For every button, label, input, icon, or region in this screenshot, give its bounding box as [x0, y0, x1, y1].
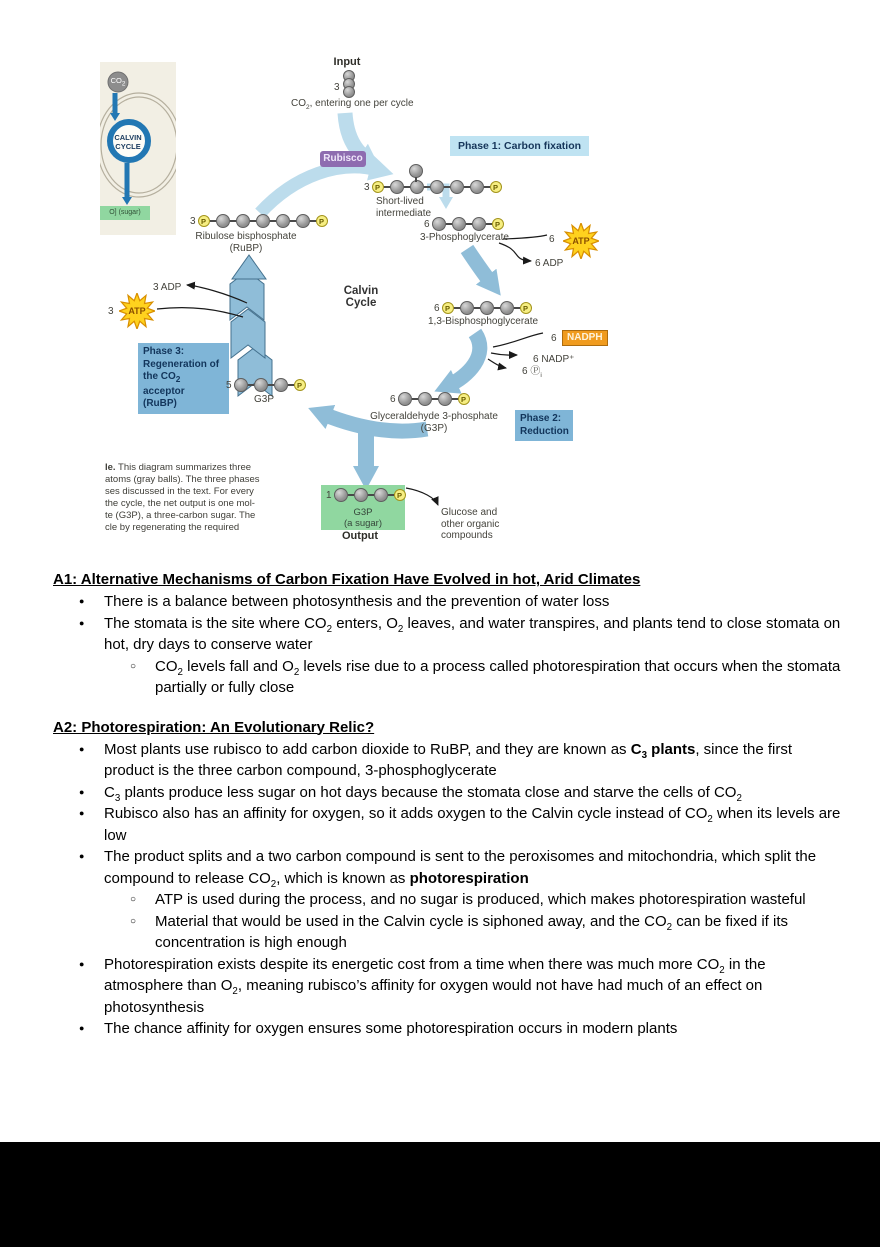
carbon-ball	[276, 214, 290, 228]
pi-label: 6 $Ⓟ_i$	[522, 366, 542, 379]
input-count: 3	[334, 82, 340, 93]
bond	[446, 223, 452, 225]
molecule-count: 6	[424, 218, 430, 230]
carbon-ball	[354, 488, 368, 502]
carbon-ball	[409, 164, 423, 178]
list-item-text: The stomata is the site where $CO_2$ enters, $O_2$ leaves, and water transpires, and plants tend to close stomata on hot, dry days to conserve water	[104, 614, 841, 653]
bond	[384, 186, 390, 188]
carbon-ball	[500, 301, 514, 315]
carbon-ball	[216, 214, 230, 228]
bond	[444, 186, 450, 188]
bond	[388, 494, 394, 496]
calvin-cycle-label: Calvin Cycle	[343, 285, 379, 309]
list-item	[53, 656, 845, 699]
bond	[415, 177, 417, 182]
pg3-label: 3-Phosphoglycerate	[420, 232, 509, 243]
bpg-label: 1,3-Bisphosphoglycerate	[428, 316, 539, 327]
bullet-marker: ●	[79, 1023, 85, 1033]
notes-body	[53, 569, 845, 1040]
carbon-ball	[254, 378, 268, 392]
bond	[290, 220, 296, 222]
atp3-count: 3	[108, 306, 114, 317]
rubisco-enzyme-box: Rubisco	[320, 151, 366, 167]
phosphate-ball: P	[394, 489, 406, 501]
carbon-ball	[274, 378, 288, 392]
list-item-text: Rubisco also has an affinity for oxygen, so it adds oxygen to the Calvin cycle instead of $CO_2$ when its levels are low	[104, 805, 841, 844]
g3p-left-label: G3P	[254, 394, 275, 405]
phosphate-ball: P	[372, 181, 384, 193]
molecule-count: 3	[364, 181, 370, 193]
carbon-ball	[430, 180, 444, 194]
output-label: Output	[342, 530, 379, 542]
bottom-black-bar	[0, 1142, 880, 1247]
phosphate-ball: P	[316, 215, 328, 227]
molecule-g3p-output	[326, 488, 406, 502]
bond	[310, 220, 316, 222]
molecule-count: 6	[390, 393, 396, 405]
list-item-text: Photorespiration exists despite its energetic cost from a time when there was much more $CO_2$ in the atmosphere than $O_2$, meaning rubisco’s affinity for oxygen would not have had much of an effect on photosynthesis	[104, 955, 766, 1016]
phosphate-ball: P	[520, 302, 532, 314]
list-item	[53, 911, 845, 954]
nadph-count: 6	[551, 333, 557, 344]
bond	[230, 220, 236, 222]
phosphate-ball: P	[490, 181, 502, 193]
adp3-label: 3 ADP	[153, 282, 182, 293]
atp-label: ATP	[128, 306, 146, 316]
bond	[494, 307, 500, 309]
atp-label: ATP	[572, 236, 590, 246]
molecule-3-phosphoglycerate	[424, 217, 504, 231]
short-lived-label: Short-lived intermediate	[376, 196, 432, 219]
molecule-count: 5	[226, 379, 232, 391]
bond	[514, 307, 520, 309]
bond	[270, 220, 276, 222]
bond	[250, 220, 256, 222]
bond	[348, 494, 354, 496]
list-item	[53, 782, 845, 804]
carbon-ball	[236, 214, 250, 228]
inset-calvin-cycle-label: CALVIN CYCLE	[114, 133, 142, 151]
list-item-text: ATP is used during the process, and no sugar is produced, which makes photorespiration wasteful	[155, 891, 806, 908]
bond	[454, 307, 460, 309]
output-g3p-box: G3P (a sugar)	[321, 485, 405, 530]
figure-caption: le. This diagram summarizes three atoms (gray balls). The three phases ses discussed in the text. For every the cycle, the net output is one mol- te (G3P), a three-carbon sugar. The cle by regenerating the required	[105, 462, 260, 533]
carbon-ball	[374, 488, 388, 502]
bullet-marker: ○	[130, 660, 137, 672]
photosynthesis-overview-inset	[100, 62, 176, 235]
carbon-ball	[480, 301, 494, 315]
phase2-box: Phase 2: Reduction	[515, 410, 573, 441]
molecule-count: 3	[190, 215, 196, 227]
list-item	[53, 846, 845, 889]
carbon-ball	[398, 392, 412, 406]
rubp-label: Ribulose bisphosphate (RuBP)	[195, 231, 297, 254]
phosphate-ball: P	[294, 379, 306, 391]
inset-co2-label: $CO_2$	[110, 76, 126, 88]
bullet-marker: ●	[79, 958, 85, 969]
carbon-ball	[343, 86, 355, 98]
bullet-marker: ●	[79, 851, 85, 861]
inset-sugar-label: O] (sugar)	[100, 206, 150, 220]
adp6-label: 6 ADP	[535, 258, 564, 269]
list-item-text: The product splits and a two carbon compound is sent to the peroxisomes and mitochondria, which split the compound to release $CO_2$, which is known as photorespiration	[104, 848, 817, 890]
molecule-13-bisphosphoglycerate	[434, 301, 532, 315]
bullet-marker: ●	[79, 808, 85, 818]
input-label: Input	[333, 56, 361, 68]
phosphate-ball: P	[492, 218, 504, 230]
bond	[484, 186, 490, 188]
section-heading-a1: A1: Alternative Mechanisms of Carbon Fixation Have Evolved in hot, Arid Climates	[53, 571, 641, 588]
molecule-count: 1	[326, 489, 332, 501]
bond	[404, 186, 410, 188]
list-item-text: Most plants use rubisco to add carbon dioxide to RuBP, and they are known as $C_3$ plants, since the first product is the three carbon compound, 3-phosphoglycerate	[104, 740, 793, 779]
carbon-ball	[450, 180, 464, 194]
carbon-ball	[460, 301, 474, 315]
bond	[268, 384, 274, 386]
carbon-ball	[418, 392, 432, 406]
co2-entering-label: $CO_2$, entering one per cycle	[291, 98, 414, 111]
list-item-text: $CO_2$ levels fall and $O_2$ levels rise due to a process called photorespiration that occurs when the stomata partially or fully close	[155, 657, 841, 696]
bond	[486, 223, 492, 225]
carbon-ball	[438, 392, 452, 406]
atp-starburst	[563, 223, 599, 259]
molecule-short-lived-intermediate	[364, 180, 502, 194]
bond	[248, 384, 254, 386]
bond	[464, 186, 470, 188]
bullet-marker: ○	[130, 915, 137, 927]
carbon-ball	[470, 180, 484, 194]
phosphate-ball: P	[442, 302, 454, 314]
carbon-ball	[472, 217, 486, 231]
phase3-box: Phase 3: Regeneration of the $CO_2$ acceptor (RuBP)	[138, 343, 229, 414]
bond	[432, 398, 438, 400]
glucose-label: Glucose and other organic compounds	[441, 507, 500, 541]
list-item-text: There is a balance between photosynthesis and the prevention of water loss	[104, 593, 610, 610]
list-item	[53, 613, 845, 656]
nadp-label: 6 NADP⁺	[533, 354, 575, 365]
bond	[210, 220, 216, 222]
section-heading-a2: A2: Photorespiration: An Evolutionary Relic?	[53, 718, 375, 736]
bond	[452, 398, 458, 400]
bullet-marker: ●	[79, 786, 85, 797]
bond	[474, 307, 480, 309]
carbon-ball	[390, 180, 404, 194]
bullet-list-a1	[53, 591, 845, 699]
bond	[466, 223, 472, 225]
carbon-ball	[256, 214, 270, 228]
molecule-g3p-right	[390, 392, 470, 406]
bullet-list-a2	[53, 739, 845, 1040]
carbon-ball	[296, 214, 310, 228]
phase1-box: Phase 1: Carbon fixation	[450, 136, 589, 156]
list-item	[53, 591, 845, 613]
bullet-marker: ●	[79, 617, 85, 628]
co2-molecule-stack	[343, 70, 355, 98]
carbon-ball	[452, 217, 466, 231]
g3p-right-label: Glyceraldehyde 3-phosphate (G3P)	[370, 411, 498, 434]
list-item	[53, 889, 845, 911]
carbon-ball	[410, 180, 424, 194]
bond	[424, 186, 430, 188]
list-item-text: $C_3$ plants produce less sugar on hot days because the stomata close and starve the cells of $CO_2$	[104, 783, 742, 804]
molecule-g3p-left	[226, 378, 306, 392]
bond	[412, 398, 418, 400]
list-item-text: The chance affinity for oxygen ensures some photorespiration occurs in modern plants	[104, 1020, 678, 1037]
list-item	[53, 739, 845, 782]
carbon-ball	[432, 217, 446, 231]
carbon-ball	[234, 378, 248, 392]
calvin-cycle-figure	[0, 0, 880, 560]
bullet-marker: ●	[79, 596, 85, 606]
bond	[368, 494, 374, 496]
carbon-ball	[334, 488, 348, 502]
nadph-box: NADPH	[562, 330, 608, 346]
phosphate-ball: P	[458, 393, 470, 405]
list-item	[53, 1018, 845, 1040]
bullet-marker: ○	[130, 894, 137, 905]
list-item-text: Material that would be used in the Calvin cycle is siphoned away, and the $CO_2$ can be fixed if its concentration is high enough	[155, 912, 789, 951]
list-item	[53, 803, 845, 846]
atp-starburst	[119, 293, 155, 329]
atp6-count: 6	[549, 234, 555, 245]
bullet-marker: ●	[79, 743, 85, 754]
molecule-count: 6	[434, 302, 440, 314]
molecule-rubp	[190, 214, 328, 228]
phosphate-ball: P	[198, 215, 210, 227]
bond	[288, 384, 294, 386]
list-item	[53, 954, 845, 1019]
